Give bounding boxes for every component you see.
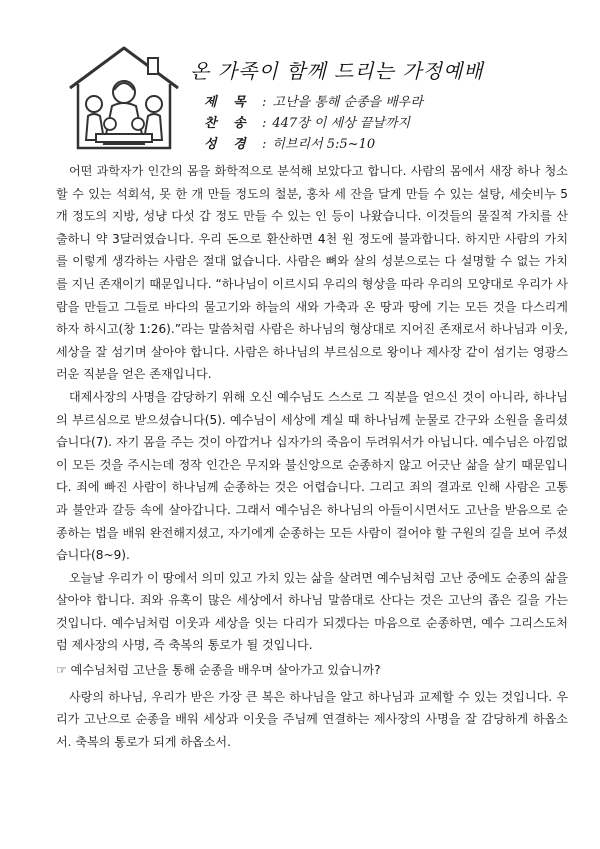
meta-sep: : [262, 116, 267, 131]
meta-sep: : [262, 137, 267, 152]
meta-value-scripture: 히브리서 5:5~10 [272, 137, 376, 152]
meta-key: 제 목 [204, 95, 252, 110]
meta-key: 찬 송 [204, 116, 252, 131]
meta-row-hymn [204, 113, 564, 134]
meta-key: 성 경 [204, 137, 252, 152]
meta-value-hymn: 447장 이 세상 끝날까지 [272, 116, 411, 131]
meta-sep: : [262, 95, 267, 110]
sermon-meta [204, 92, 564, 155]
paragraph-2: 대제사장의 사명을 감당하기 위해 오신 예수님도 스스로 그 직분을 얻으신 것이 아니라, 하나님의 부르심으로 받으셨습니다(5). 예수님이 세상에 계실 때 하나님께 눈물로 간구와 소원을 올리셨습니다(7). 자기 몸을 주는 것이 아깝거나 십자가의 죽음이 두려워서가 아닙니다. 예수님은 아낌없이 모든 것을 주시는데 정작 인간은 무지와 불신앙으로 순종하지 않고 어긋난 삶을 살기 때문입니다. 죄에 빠진 사람이 하나님께 순종하는 것은 어렵습니다. 그리고 죄의 결과로 인해 사람은 고통과 불안과 갈등 속에 살아갑니다. 그래서 예수님은 하나님의 아들이시면서도 고난을 받음으로 순종하는 법을 배워 완전해지셨고, 자기에게 순종하는 모든 사람이 걸어야 할 구원의 길을 보여 주셨습니다(8~9). [56, 389, 568, 563]
reflection-question: ☞ 예수님처럼 고난을 통해 순종을 배우며 살아가고 있습니까? [56, 663, 381, 678]
family-worship-house-icon [60, 40, 188, 160]
page-title: 온 가족이 함께 드리는 가정예배 [190, 59, 484, 83]
meta-row-scripture [204, 134, 564, 155]
meta-value-topic: 고난을 통해 순종을 배우라 [272, 95, 423, 110]
devotional-body [56, 160, 568, 753]
closing-prayer: 사랑의 하나님, 우리가 받은 가장 큰 복은 하나님을 알고 하나님과 교제할 수 있는 것입니다. 우리가 고난으로 순종을 배워 세상과 이웃을 주님께 연결하는 제사장의 사명을 잘 감당하게 하옵소서. 축복의 통로가 되게 하옵소서. [56, 689, 568, 749]
meta-row-topic [204, 92, 564, 113]
paragraph-3: 오늘날 우리가 이 땅에서 의미 있고 가치 있는 삶을 살려면 예수님처럼 고난 중에도 순종의 삶을 살아야 합니다. 죄와 유혹이 많은 세상에서 하나님 말씀대로 산다는 것은 고난의 좁은 길을 가는 것입니다. 예수님처럼 이웃과 세상을 잇는 다리가 되겠다는 마음으로 순종하면, 예수 그리스도처럼 제사장의 사명, 즉 축복의 통로가 될 것입니다. [56, 570, 568, 653]
paragraph-1: 어떤 과학자가 인간의 몸을 화학적으로 분석해 보았다고 합니다. 사람의 몸에서 새장 하나 청소할 수 있는 석회석, 못 한 개 만들 정도의 철분, 홍차 세 잔을 달게 만들 수 있는 설탕, 세숫비누 5개 정도의 지방, 성냥 다섯 갑 정도 만들 수 있는 인 등이 나왔습니다. 이것들의 물질적 가치를 산출하니 약 3달러였습니다. 우리 돈으로 환산하면 4천 원 정도에 불과합니다. 하지만 사람의 가치를 이렇게 생각하는 사람은 절대 없습니다. 사람은 뼈와 살의 성분으로는 다 설명할 수 없는 가치를 지닌 존재이기 때문입니다. “하나님이 이르시되 우리의 형상을 따라 우리의 모양대로 우리가 사람을 만들고 그들로 바다의 물고기와 하늘의 새와 가축과 온 땅과 땅에 기는 모든 것을 다스리게 하자 하시고(창 1:26).”라는 말씀처럼 사람은 하나님의 형상대로 지어진 존재로서 하나님과 이웃, 세상을 잘 섬기며 살아야 합니다. 사람은 하나님의 부르심으로 왕이나 제사장 같이 섬기는 영광스러운 직분을 얻은 존재입니다. [56, 164, 568, 382]
